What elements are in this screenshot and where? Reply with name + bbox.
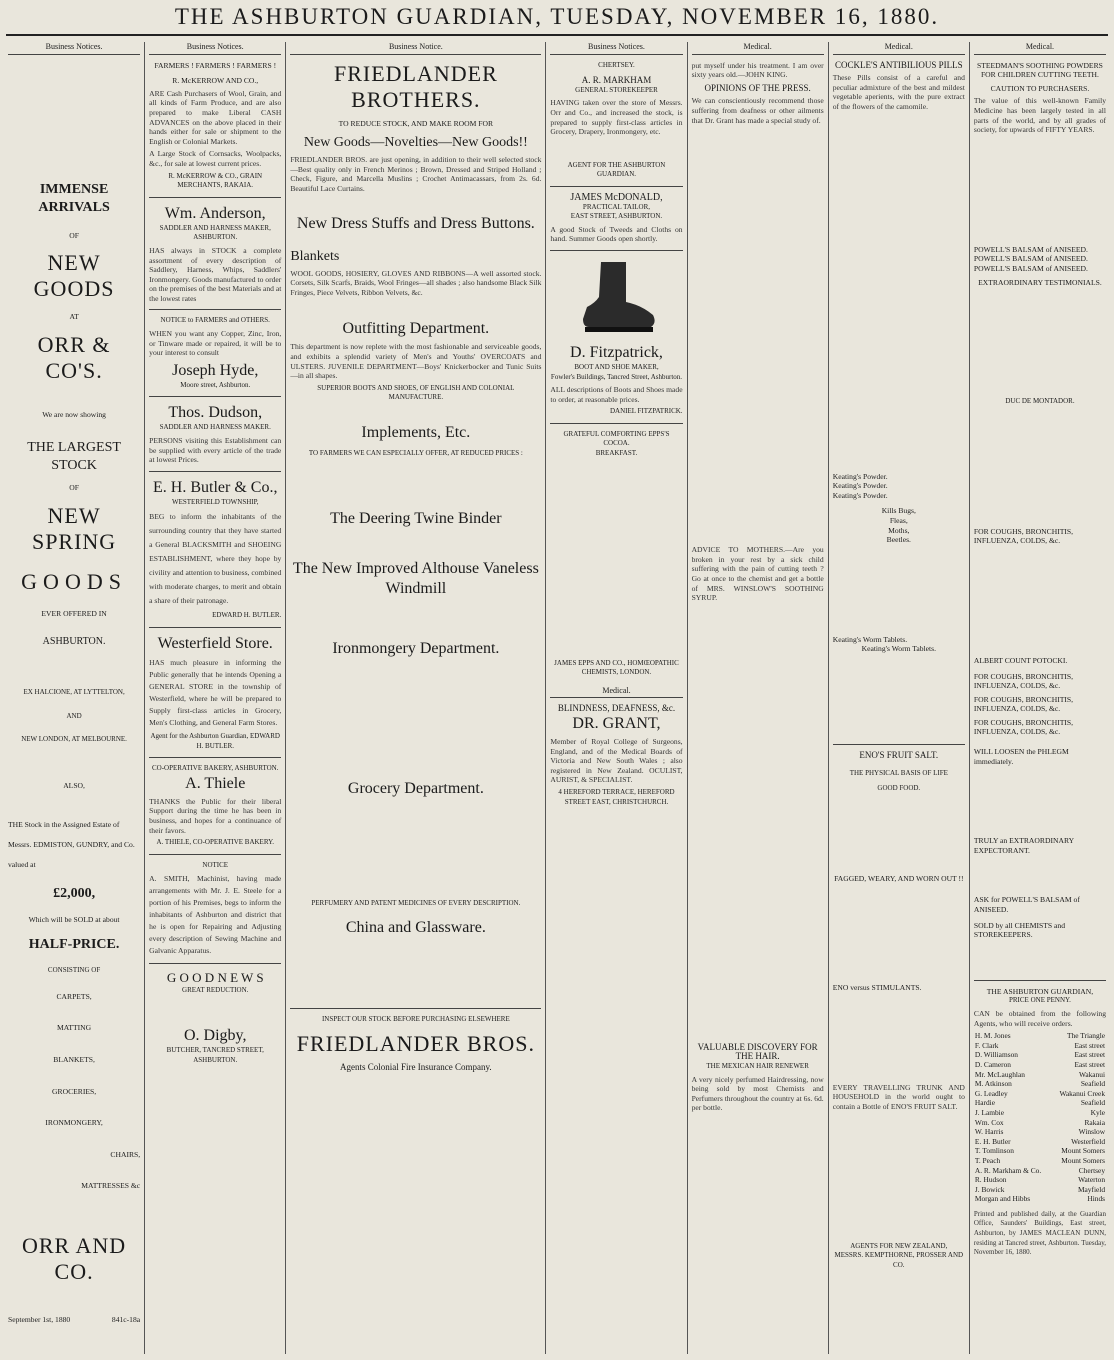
section-heading: Grocery Department. <box>347 779 484 797</box>
column-head: Business Notice. <box>290 42 541 55</box>
section-heading: Ironmongery Department. <box>332 639 500 657</box>
ad-heading: SOLD by all CHEMISTS and STOREKEEPERS. <box>973 920 1065 940</box>
date: September 1st, 1880 <box>8 1314 71 1324</box>
agent-name: G. Leadley <box>974 1088 1008 1098</box>
agent-place: Wakanui <box>1078 1069 1106 1079</box>
headline: GOODS <box>21 568 127 594</box>
agent-place: Chertsey <box>1078 1165 1106 1175</box>
table-row <box>974 1194 1106 1204</box>
ad-sub: TO REDUCE STOCK, AND MAKE ROOM FOR <box>338 118 494 128</box>
ad-sub: THE PHYSICAL BASIS OF LIFE <box>849 768 948 777</box>
ad-heading: G O O D N E W S <box>166 970 264 986</box>
ad-sub: INSPECT OUR STOCK BEFORE PURCHASING ELSEWHERE <box>321 1015 510 1024</box>
ad-heading: ENO versus STIMULANTS. <box>832 983 922 993</box>
headline: ORR & CO'S. <box>37 331 111 383</box>
agent-place: East street <box>1074 1059 1106 1069</box>
section-heading: Implements, Etc. <box>361 423 471 441</box>
text: MATTRESSES &c <box>81 1181 141 1191</box>
agent-name: M. Atkinson <box>974 1079 1012 1089</box>
ad-body: HAVING taken over the store of Messrs. Orr and Co., and increased the stock, is prepared to supply first-class articles in Grocery, Drapery, Ironmongery, etc. <box>550 98 683 137</box>
ad-heading: Keating's Powder. <box>832 490 888 500</box>
ad-body: A Large Stock of Cornsacks, Woolpacks, &c., for sale at lowest current prices. <box>149 149 282 168</box>
ad-sub: Agents Colonial Fire Insurance Company. <box>340 1061 492 1072</box>
ad-heading: JAMES McDONALD, <box>570 191 663 203</box>
ad-heading: R. McKERROW AND CO., <box>172 76 259 86</box>
agent-name: R. Hudson <box>974 1175 1007 1185</box>
ad-body: WOOL GOODS, HOSIERY, GLOVES AND RIBBONS—A well assorted stock. Corsets, Silk Scarfs, Braids, Wool Fringes—all shades ; also handsome Black Silk Fringes, Piece Velvets, Ribbon Velvets, &c. <box>290 268 542 297</box>
ad-heading: Westerfield Store. <box>157 635 273 652</box>
section-heading: The New Improved Althouse Vaneless Windmill <box>292 559 539 597</box>
agent-place: Westerfield <box>1071 1136 1106 1146</box>
table-row <box>974 1175 1106 1185</box>
ad-body: A good Stock of Tweeds and Cloths on hand. Summer Goods open shortly. <box>550 224 683 244</box>
ad-sub: SADDLER AND HARNESS MAKER. <box>159 423 271 432</box>
ad-sub: TO FARMERS WE CAN ESPECIALLY OFFER, AT REDUCED PRICES : <box>308 448 523 457</box>
imprint: Printed and published daily, at the Guardian Office, Saunders' Buildings, East street, Ashburton, by JAMES MACLEAN DUNN, residing at Tancred street, Ashburton. Tuesday, November 16, 1880. <box>973 1209 1107 1257</box>
ad-body: The value of this well-known Family Medicine has been largely tested in all parts of the world, and by all grades of society, for upwards of FIFTY YEARS. <box>973 96 1107 135</box>
text: Moths, <box>888 525 910 535</box>
headline: NEW GOODS <box>33 250 115 302</box>
ad-heading: BLINDNESS, DEAFNESS, &c. <box>557 703 676 714</box>
agent-name: J. Bowick <box>974 1184 1005 1194</box>
agent-name: Hardie <box>974 1098 995 1108</box>
agent-place: Rakaia <box>1084 1117 1106 1127</box>
agent-name: D. Cameron <box>974 1059 1011 1069</box>
ad-body: BEG to inform the inhabitants of the surrounding country that they have started a General BLACKSMITH and SHOEING ESTABLISHMENT, where they hope by civility and attention to business, combined with moderate charges, to merit and obtain a share of their patronage. <box>149 512 282 606</box>
agents-table <box>974 1031 1106 1204</box>
ad-heading: ENO'S FRUIT SALT. <box>859 749 939 760</box>
ad-heading: POWELL'S BALSAM of ANISEED. <box>973 244 1088 254</box>
ad-sub: SADDLER AND HARNESS MAKER, ASHBURTON. <box>159 223 271 242</box>
column-head: Business Notices. <box>8 42 140 55</box>
ad-sign: DANIEL FITZPATRICK. <box>609 407 683 416</box>
text: CHAIRS, <box>110 1149 141 1159</box>
table-row <box>974 1079 1106 1089</box>
agent-place: The Triangle <box>1067 1031 1106 1041</box>
ad-sub: GOOD FOOD. <box>877 784 921 793</box>
agent-name: T. Peach <box>974 1155 1001 1165</box>
ad-body: THANKS the Public for their liberal Support during the time he has been in business, and hopes for a continuance of their favors. <box>149 796 282 835</box>
ad-sub: EAST STREET, ASHBURTON. <box>570 212 663 221</box>
column-2 <box>145 42 286 1354</box>
text: THE Stock in the Assigned Estate of Messrs. EDMISTON, GUNDRY, and Co. valued at <box>8 819 135 869</box>
table-row <box>974 1185 1106 1195</box>
section-heading: The Deering Twine Binder <box>330 509 502 527</box>
agent-name: E. H. Butler <box>974 1136 1011 1146</box>
ad-heading: NOTICE <box>202 860 229 869</box>
text: Fleas, <box>889 515 908 525</box>
agent-place: Mount Somers <box>1061 1146 1106 1156</box>
ad-body: We can conscientiously recommend those suffering from deafness or other ailments that Dr. Grant has made a special study of. <box>691 96 824 125</box>
table-row <box>974 1031 1106 1041</box>
ad-heading: FOR COUGHS, BRONCHITIS, INFLUENZA, COLDS, &c. <box>973 694 1074 714</box>
table-row <box>974 1089 1106 1099</box>
ad-body: A very nicely perfumed Hairdressing, now being sold by most Chemists and Perfumers throughout the country at 6s. 6d. per bottle. <box>691 1074 824 1113</box>
text: OF <box>69 230 79 240</box>
section-heading: China and Glassware. <box>345 919 486 937</box>
ad-sign: R. McKERROW & CO., GRAIN MERCHANTS, RAKAIA. <box>168 171 263 190</box>
text: AND <box>66 711 82 720</box>
headline: NEW SPRING <box>31 502 117 554</box>
column-head: Medical. <box>833 42 965 55</box>
table-row <box>974 1146 1106 1156</box>
text: EX HALCIONE, AT LYTTELTON, <box>23 688 125 697</box>
ad-body: A. SMITH, Machinist, having made arrangements with Mr. J. E. Steele for a portion of his Premises, begs to inform the inhabitants of Ashburton and district that he is open for Repairing and Adjusting every description of Sewing Machine and Galvanic Apparatus. <box>149 874 282 956</box>
ad-heading: POWELL'S BALSAM of ANISEED. <box>973 254 1088 264</box>
text: MATTING <box>56 1023 92 1033</box>
text: CARPETS, <box>56 991 92 1001</box>
text: NEW LONDON, AT MELBOURNE. <box>21 735 127 744</box>
agent-place: Winslow <box>1078 1127 1106 1137</box>
ad-sub: BUTCHER, TANCRED STREET, ASHBURTON. <box>166 1045 264 1064</box>
text: BLANKETS, <box>53 1054 95 1064</box>
ad-body: FRIEDLANDER BROS. are just opening, in addition to their well selected stock—Best quality only in French Merinos ; Brown, Dressed and Striped Holland ; Check, Figure, and Marcella Muslins ; Crochet Antimacassars, from 2s. 6d. Beautiful Lace Curtains. <box>290 155 542 193</box>
ad-heading: E. H. Butler & Co., <box>153 478 278 496</box>
ad-sub: 4 HEREFORD TERRACE, HEREFORD STREET EAST, CHRISTCHURCH. <box>558 788 675 806</box>
text: Which will be SOLD at about <box>28 914 120 924</box>
ad-sub: Fowler's Buildings, Tancred Street, Ashburton. <box>550 372 683 381</box>
ad-body: ARE Cash Purchasers of Wool, Grain, and all kinds of Farm Produce, and are also prepared to make Liberal CASH ADVANCES on the above placed in their hands either for sale or shipment to the English or Colonial Markets. <box>149 88 282 146</box>
ad-heading: ASK for POWELL'S BALSAM of ANISEED. <box>973 895 1080 915</box>
ad-heading: THE ASHBURTON GUARDIAN, <box>986 986 1094 996</box>
agent-place: Hinds <box>1087 1194 1106 1204</box>
table-row <box>974 1166 1106 1176</box>
agent-name: T. Tomlinson <box>974 1146 1014 1156</box>
table-row <box>974 1041 1106 1051</box>
ad-heading: TRULY an EXTRAORDINARY EXPECTORANT. <box>973 836 1074 855</box>
agent-place: Seafield <box>1080 1098 1106 1108</box>
ad-heading: STEEDMAN'S SOOTHING POWDERS FOR CHILDREN CUTTING TEETH. <box>977 60 1103 80</box>
section-head: Medical. <box>550 686 682 699</box>
ad-sub: BREAKFAST. <box>595 449 638 458</box>
agent-name: D. Williamson <box>974 1050 1018 1060</box>
column-6 <box>829 42 970 1354</box>
column-1 <box>4 42 145 1354</box>
ad-heading: NOTICE to FARMERS and OTHERS. <box>160 316 270 325</box>
ad-heading: Keating's Powder. <box>832 481 888 491</box>
section-heading: Blankets <box>290 248 340 264</box>
ad-heading: Wm. Anderson, <box>164 204 266 222</box>
ad-sub: AGENT FOR THE ASHBURTON GUARDIAN. <box>567 160 666 179</box>
ad-body: CAN be obtained from the following Agents, who will receive orders. <box>973 1009 1107 1028</box>
table-row <box>974 1156 1106 1166</box>
ad-heading: A. Thiele <box>185 774 246 792</box>
column-5 <box>688 42 829 1354</box>
column-head: Medical. <box>692 42 824 55</box>
ad-heading: Thos. Dudson, <box>168 404 263 422</box>
ad-sub: BOOT AND SHOE MAKER, <box>574 362 659 371</box>
text: ALSO, <box>63 780 85 790</box>
agent-place: Wakanui Creek <box>1059 1088 1106 1098</box>
table-row <box>974 1118 1106 1128</box>
agent-place: Mount Somers <box>1061 1155 1106 1165</box>
text: EVER OFFERED IN <box>41 608 107 618</box>
ad-body: ALL descriptions of Boots and Shoes made to order, at reasonable prices. <box>550 385 683 404</box>
text: CONSISTING OF <box>47 966 101 975</box>
ad-heading: OPINIONS OF THE PRESS. <box>704 82 811 93</box>
agent-name: Mr. McLaughlan <box>974 1069 1025 1079</box>
ad-heading: POWELL'S BALSAM of ANISEED. <box>973 263 1088 273</box>
agent-place: Mayfield <box>1077 1184 1106 1194</box>
ad-heading: FRIEDLANDER BROTHERS. <box>333 60 498 112</box>
ad-sub: WESTERFIELD TOWNSHIP, <box>172 497 259 506</box>
ad-sign: JAMES EPPS AND CO., HOMŒOPATHIC CHEMISTS, LONDON. <box>554 658 679 677</box>
ad-sign: ALBERT COUNT POTOCKI. <box>973 655 1068 665</box>
agent-name: H. M. Jones <box>974 1031 1011 1041</box>
agent-name: A. R. Markham & Co. <box>974 1165 1042 1175</box>
headline: IMMENSE ARRIVALS <box>38 181 110 215</box>
ad-sub: PRACTICAL TAILOR, <box>582 202 651 211</box>
agent-place: East street <box>1074 1040 1106 1050</box>
text: Beetles. <box>886 535 911 545</box>
column-4 <box>546 42 687 1354</box>
headline: ORR AND CO. <box>21 1232 127 1284</box>
headline: £2,000, <box>53 885 96 901</box>
headline: THE LARGEST STOCK <box>27 440 121 474</box>
ad-body: WHEN you want any Copper, Zinc, Iron, or Tinware made or repaired, it will be to your interest to consult <box>149 329 282 358</box>
ad-heading: CHERTSEY. <box>598 60 635 69</box>
ad-heading: FAGGED, WEARY, AND WORN OUT !! <box>834 873 964 883</box>
table-row <box>974 1108 1106 1118</box>
table-row <box>974 1070 1106 1080</box>
column-head: Business Notices. <box>550 42 682 55</box>
ad-code: 841c-18a <box>111 1314 141 1324</box>
ad-heading: Keating's Powder. <box>832 471 888 481</box>
headline: HALF-PRICE. <box>28 937 120 953</box>
ad-heading: FOR COUGHS, BRONCHITIS, INFLUENZA, COLDS, &c. <box>973 717 1074 737</box>
boot-icon <box>571 257 661 337</box>
ad-heading: COCKLE'S ANTIBILIOUS PILLS <box>834 59 963 70</box>
ad-body: These Pills consist of a careful and peculiar admixture of the best and mildest vegetable aperients, with the pure extract of the flowers of the camomile. <box>832 73 965 111</box>
ad-sub: GREAT REDUCTION. <box>182 986 249 995</box>
table-row <box>974 1098 1106 1108</box>
masthead: THE ASHBURTON GUARDIAN, TUESDAY, NOVEMBER 16, 1880. <box>6 0 1108 36</box>
text: Kills Bugs, <box>881 506 916 516</box>
text: AT <box>69 312 79 322</box>
ad-sub: THE MEXICAN HAIR RENEWER <box>706 1061 809 1070</box>
ad-heading: FARMERS ! FARMERS ! FARMERS ! <box>154 60 277 70</box>
agent-place: Seafield <box>1080 1079 1106 1089</box>
text: ASHBURTON. <box>42 635 106 647</box>
section-heading: Outfitting Department. <box>342 320 490 338</box>
ad-body: EVERY TRAVELLING TRUNK AND HOUSEHOLD in the world ought to contain a Bottle of ENO'S FRUIT SALT. <box>832 1082 965 1112</box>
ad-sub: Moore street, Ashburton. <box>180 380 251 389</box>
agent-name: W. Harris <box>974 1127 1004 1137</box>
ad-body: PERSONS visiting this Establishment can be supplied with every article of the trade at lowest Prices. <box>149 436 282 465</box>
agent-place: Waterton <box>1078 1175 1106 1185</box>
ad-heading: FOR COUGHS, BRONCHITIS, INFLUENZA, COLDS, &c. <box>973 671 1074 691</box>
agent-name: Wm. Cox <box>974 1117 1004 1127</box>
ad-sign: A. THIELE, CO-OPERATIVE BAKERY. <box>156 838 275 847</box>
ad-body: HAS much pleasure in informing the Public generally that he intends Opening a GENERAL STORE in the township of Westerfield, where he will be prepared to Supply first-class articles in Grocery, Men's Clothing, and General Farm Stores. <box>149 658 282 727</box>
column-7 <box>970 42 1110 1354</box>
agent-name: J. Lambie <box>974 1107 1005 1117</box>
ad-body: This department is now replete with the most fashionable and serviceable goods, and exhibits a splendid variety of Men's and Youths' OVERCOATS and ULSTERS. JUVENILE DEPARTMENT—Boys' Knickerbocker and Tunic Suits—in all shapes. <box>290 342 542 381</box>
ad-heading: EXTRAORDINARY TESTIMONIALS. <box>978 277 1102 287</box>
text: OF <box>69 483 79 493</box>
ad-heading: New Goods—Novelties—New Goods!! <box>303 135 528 151</box>
table-row <box>974 1060 1106 1070</box>
text: IRONMONGERY, <box>45 1118 103 1128</box>
agent-place: Kyle <box>1090 1107 1106 1117</box>
section-heading: New Dress Stuffs and Dress Buttons. <box>296 214 535 232</box>
ad-sub: CAUTION TO PURCHASERS. <box>990 83 1090 93</box>
ad-heading: Keating's Worm Tablets. <box>832 634 908 644</box>
column-3 <box>286 42 546 1354</box>
ad-heading: Keating's Worm Tablets. <box>861 644 936 654</box>
ad-sign: Agent for the Ashburton Guardian, EDWARD H. BUTLER. <box>150 732 280 750</box>
table-row <box>974 1137 1106 1147</box>
ad-sign: EDWARD H. BUTLER. <box>212 611 282 620</box>
table-row <box>974 1050 1106 1060</box>
ad-sign: DUC DE MONTADOR. <box>1005 397 1075 406</box>
ad-heading: Joseph Hyde, <box>172 361 259 379</box>
ad-sub: MESSRS. KEMPTHORNE, PROSSER AND CO. <box>834 1251 964 1269</box>
ad-body: Member of Royal College of Surgeons, England, and of the Medical Boards of Victoria and New South Wales ; also registered in New Zealand. OCULIST, AURIST, & SPECIALIST. <box>550 737 683 785</box>
ad-body: ADVICE TO MOTHERS.—Are you broken in your rest by a sick child suffering with the pain of cutting teeth ? Go at once to the chemist and get a bottle of MRS. WINSLOW'S SOOTHING SYRUP. <box>691 545 824 603</box>
ad-body: put myself under his treatment. I am over sixty years old.—JOHN KING. <box>691 60 824 80</box>
ad-heading: GRATEFUL COMFORTING EPPS'S COCOA. <box>563 429 670 448</box>
ad-heading: DR. GRANT, <box>572 715 661 733</box>
ad-sub: PERFUMERY AND PATENT MEDICINES OF EVERY DESCRIPTION. <box>311 898 521 907</box>
ad-heading: A. R. MARKHAM <box>581 75 652 86</box>
agent-name: Morgan and Hibbs <box>974 1194 1031 1204</box>
text: GROCERIES, <box>52 1086 97 1096</box>
ad-heading: FOR COUGHS, BRONCHITIS, INFLUENZA, COLDS, &c. <box>973 526 1074 546</box>
agent-place: East street <box>1074 1050 1106 1060</box>
text: We are now showing <box>42 409 106 419</box>
ad-heading: CO-OPERATIVE BAKERY, ASHBURTON. <box>151 764 279 773</box>
ad-body: HAS always in STOCK a complete assortment of every description of Saddlery, Harness, Whips, Saddlers' Ironmongery. Goods manufactured to order on the premises of the best Materials and at the lowest rates <box>149 245 282 303</box>
ad-sub: GENERAL STOREKEEPER <box>575 85 658 94</box>
ad-sub: PRICE ONE PENNY. <box>1009 996 1071 1005</box>
column-head: Business Notices. <box>149 42 281 55</box>
ad-sub: SUPERIOR BOOTS AND SHOES, OF ENGLISH AND COLONIAL MANUFACTURE. <box>317 383 515 402</box>
ad-heading: O. Digby, <box>183 1026 247 1044</box>
ad-sub: AGENTS FOR NEW ZEALAND, <box>850 1241 948 1250</box>
table-row <box>974 1127 1106 1137</box>
ad-heading: VALUABLE DISCOVERY FOR THE HAIR. <box>697 1041 818 1062</box>
agent-name: F. Clark <box>974 1040 999 1050</box>
ad-heading: WILL LOOSEN the PHLEGM immediately. <box>973 747 1069 766</box>
column-head: Medical. <box>974 42 1106 55</box>
ad-heading: D. Fitzpatrick, <box>570 343 663 361</box>
ad-heading: FRIEDLANDER BROS. <box>296 1030 535 1056</box>
